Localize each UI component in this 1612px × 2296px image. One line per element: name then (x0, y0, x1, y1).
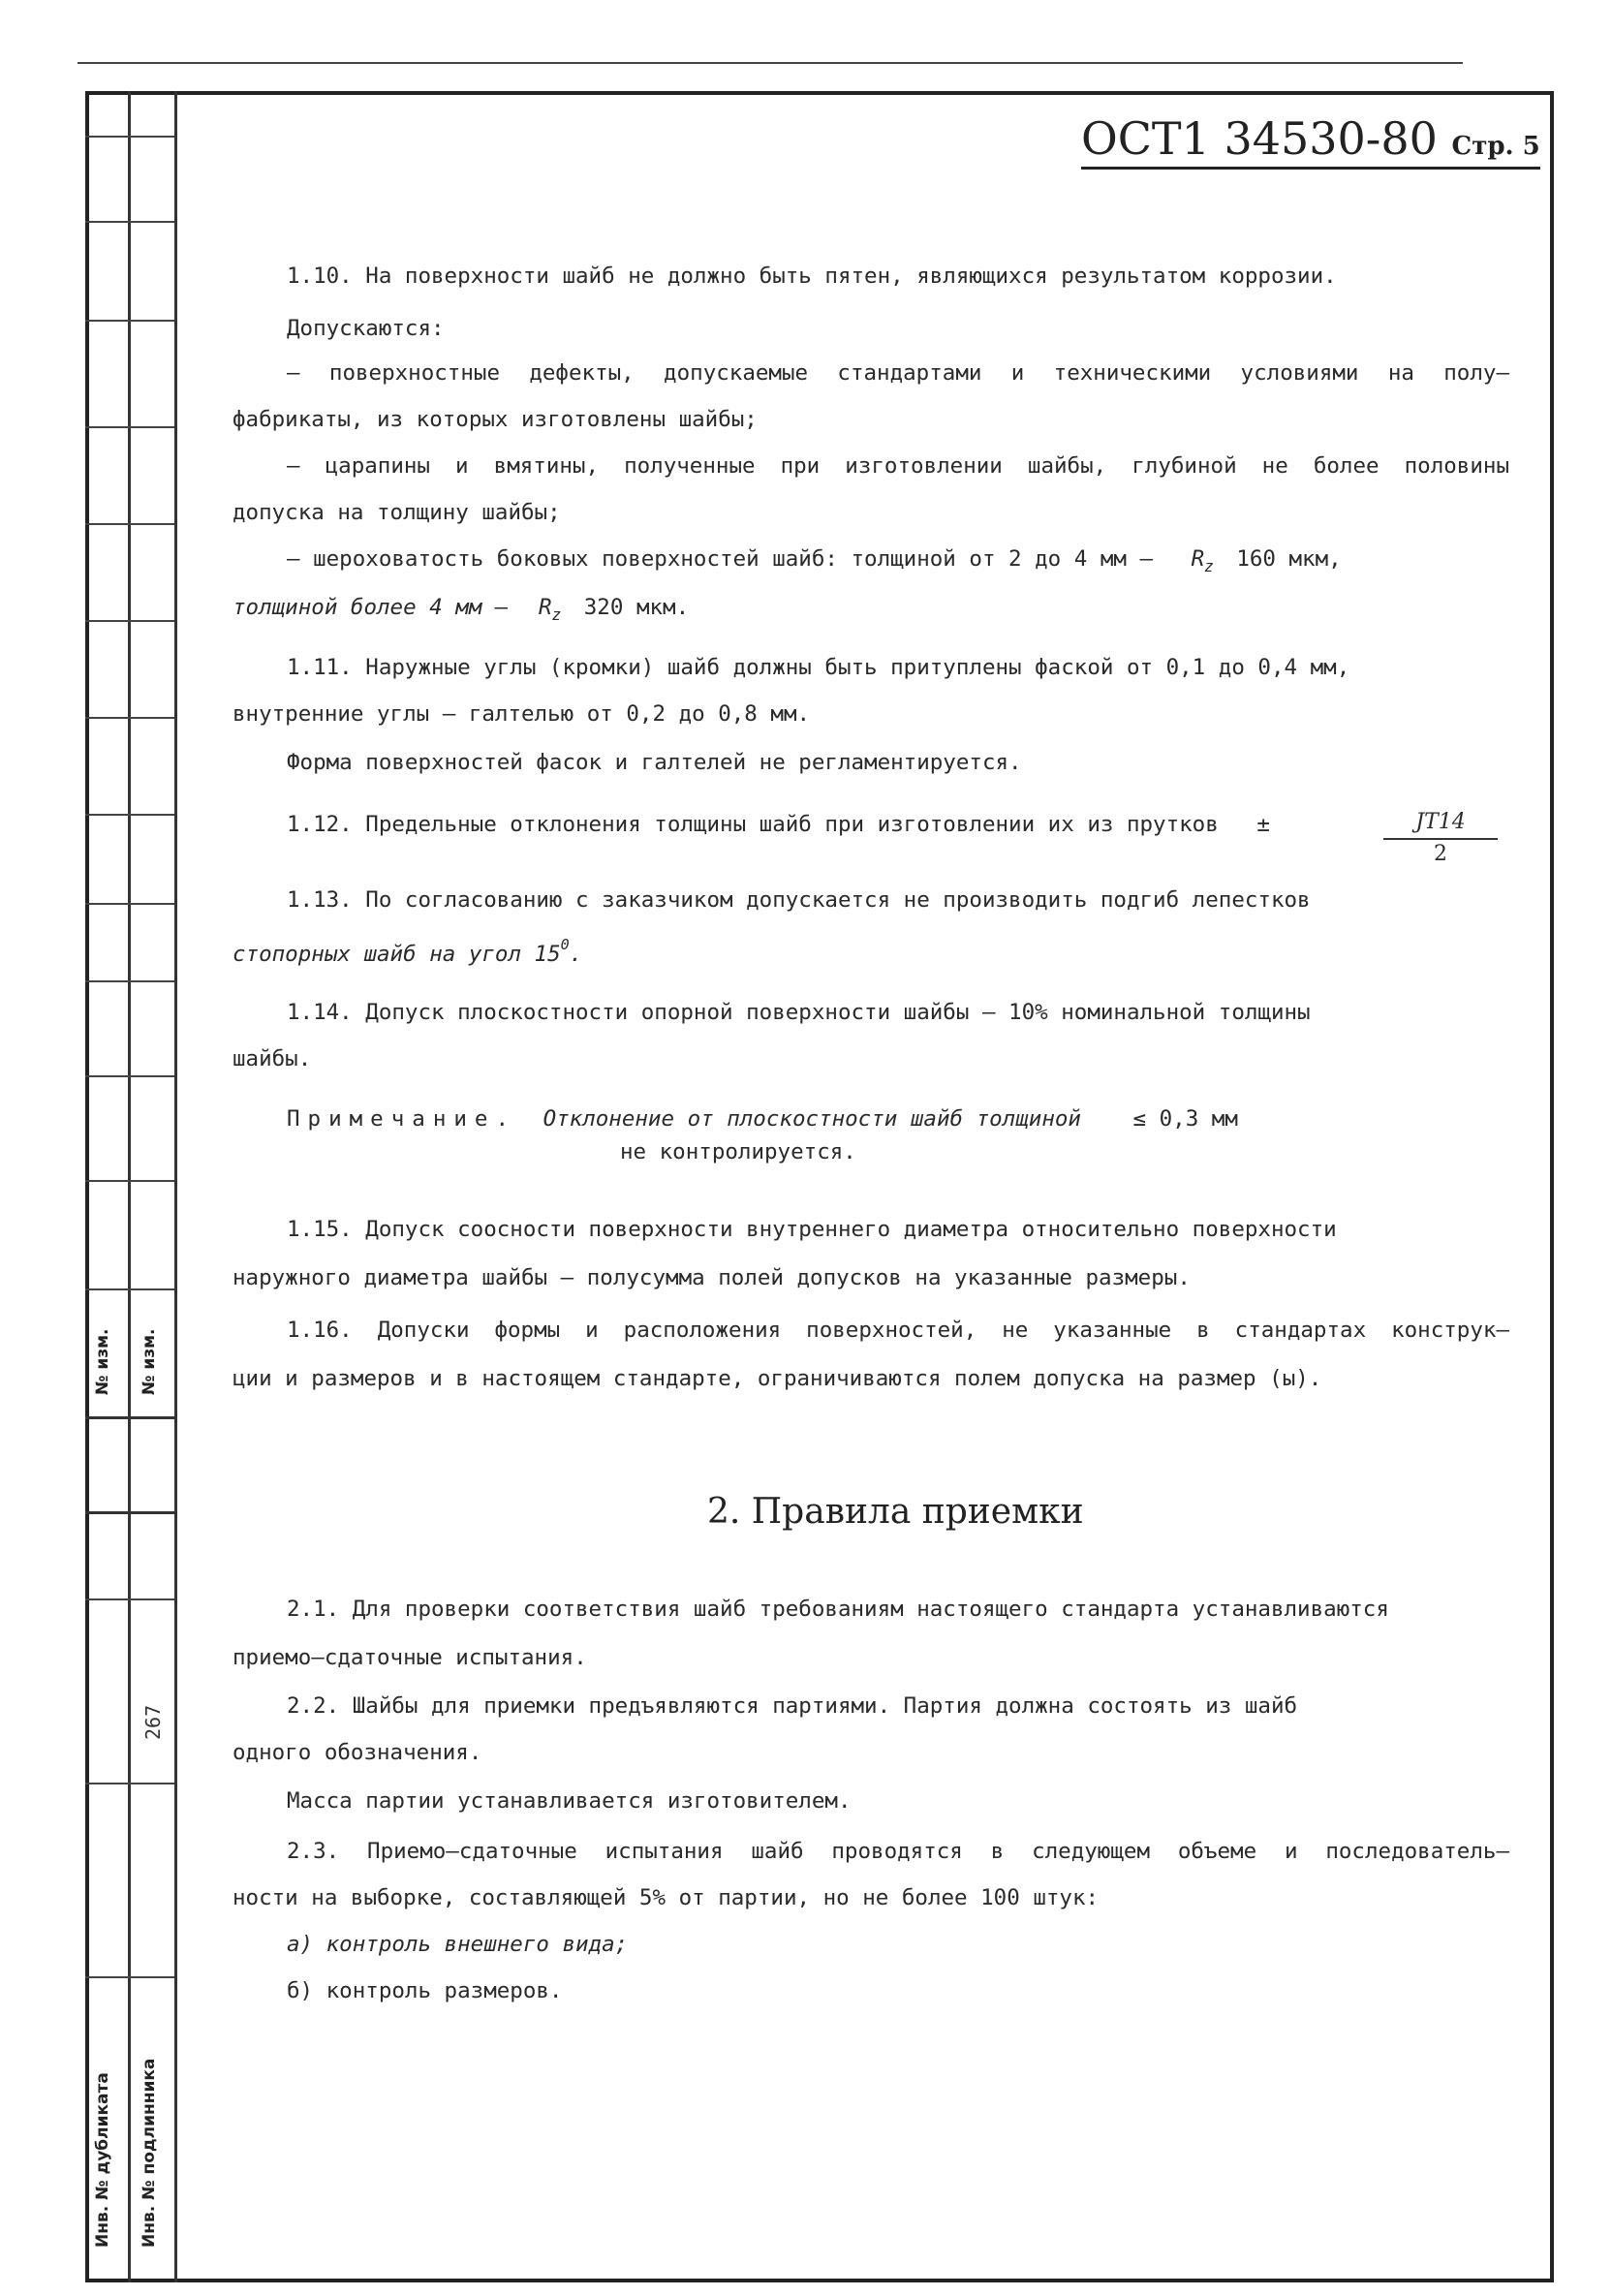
stamp-divider (85, 1783, 174, 1784)
page-number: Стр. 5 (1451, 132, 1540, 161)
stamp-label-izm-2: № изм. (140, 1328, 159, 1395)
stamp-divider (85, 320, 174, 322)
rz-letter-2: R (539, 595, 552, 620)
stamp-label-podlinnik: Инв. № подлинника (140, 2058, 159, 2248)
rz-subscript: z (1204, 557, 1214, 575)
text-line: одного обозначения. (232, 1740, 482, 1765)
stamp-divider (85, 1180, 174, 1182)
list-item: а) контроль внешнего вида; (287, 1932, 629, 1957)
angle-text: стопорных шайб на угол 15 (232, 942, 561, 967)
period: . (569, 942, 583, 967)
stamp-divider (85, 136, 174, 138)
stamp-divider (85, 1976, 174, 1978)
text-line: Масса партии устанавливается изготовителем. (287, 1788, 852, 1814)
rz-subscript-2: z (551, 605, 562, 624)
text-line: внутренние углы – галтелью от 0,2 до 0,8 мм. (232, 701, 811, 727)
stamp-divider (85, 1511, 174, 1514)
roughness-line-2 (232, 595, 689, 624)
note-label: Примечание. (287, 1106, 517, 1132)
paragraph-1-12 (287, 812, 1270, 837)
roughness-value-2: 320 мкм. (583, 595, 690, 620)
stamp-divider (85, 1075, 174, 1077)
roughness-text: – шероховатость боковых поверхностей шайб: толщиной от 2 до 4 мм – (287, 546, 1154, 572)
paragraph-2-3: 2.3. Приемо–сдаточные испытания шайб проводятся в следующем объеме и последователь– (287, 1839, 1509, 1864)
stamp-divider (85, 221, 174, 223)
rz-letter: R (1191, 546, 1205, 572)
section-2-title: 2. Правила приемки (707, 1492, 1084, 1532)
tolerance-text: 1.12. Предельные отклонения толщины шайб при изготовлении их из прутков (287, 812, 1219, 837)
paragraph-1-15: 1.15. Допуск соосности поверхности внутреннего диаметра относительно поверхности (287, 1217, 1337, 1242)
paragraph-1-10: 1.10. На поверхности шайб не должно быть пятен, являющихся результатом коррозии. (287, 264, 1337, 289)
fraction-denominator: 2 (1434, 842, 1447, 866)
text-line: допуска на толщину шайбы; (232, 500, 561, 525)
degree-mark: 0 (560, 936, 570, 953)
stamp-divider (85, 903, 174, 905)
stamp-divider (85, 523, 174, 525)
text-line: наружного диаметра шайбы – полусумма полей допусков на указанные размеры. (232, 1265, 1191, 1290)
stamp-label-dublikat: Инв. № дубликата (93, 2072, 112, 2248)
paragraph-1-14: 1.14. Допуск плоскостности опорной поверхности шайбы – 10% номинальной толщины (287, 1000, 1311, 1025)
text-line (232, 936, 582, 967)
tolerance-fraction (1383, 810, 1498, 866)
rz-symbol (1191, 546, 1214, 575)
rz-symbol-2 (539, 595, 562, 624)
document-code (1081, 112, 1540, 170)
stamp-divider (85, 426, 174, 428)
stamp-divider (85, 620, 174, 622)
text-line: – поверхностные дефекты, допускаемые стандартами и техническими условиями на полу– (287, 360, 1509, 386)
stamp-divider (85, 980, 174, 982)
stamp-divider (85, 1416, 174, 1419)
stamp-divider (85, 717, 174, 719)
stamp-label-izm-1: № изм. (93, 1328, 112, 1395)
list-item: б) контроль размеров. (287, 1978, 563, 2003)
paragraph-2-1: 2.1. Для проверки соответствия шайб требованиям настоящего стандарта устанавливаются (287, 1597, 1389, 1622)
text-line: ности на выборке, составляющей 5% от партии, но не более 100 штук: (232, 1885, 1100, 1910)
text-line: фабрикаты, из которых изготовлены шайбы; (232, 407, 758, 432)
text-line: – царапины и вмятины, полученные при изготовлении шайбы, глубиной не более половины (287, 453, 1509, 479)
text-line: ции и размеров и в настоящем стандарте, ограничиваются полем допуска на размер (ы). (232, 1366, 1322, 1391)
top-rule (78, 62, 1463, 64)
roughness-value: 160 мкм, (1236, 546, 1342, 572)
fraction-numerator: JT14 (1383, 810, 1498, 840)
note-line (287, 1106, 1238, 1132)
roughness-line (287, 546, 1342, 575)
paragraph-2-2: 2.2. Шайбы для приемки предъявляются партиями. Партия должна состоять из шайб (287, 1693, 1298, 1719)
standard-number: ОСТ1 34530-80 (1081, 112, 1438, 165)
paragraph-1-13: 1.13. По согласованию с заказчиком допускается не производить подгиб лепестков (287, 887, 1311, 913)
side-stamp-column-2 (174, 91, 177, 2282)
text-line: шайбы. (232, 1046, 312, 1071)
note-line-2: не контролируется. (620, 1139, 856, 1164)
roughness-text-2: толщиной более 4 мм – (232, 595, 509, 620)
stamp-divider (85, 1288, 174, 1290)
stamp-divider (85, 1598, 174, 1600)
paragraph-1-11: 1.11. Наружные углы (кромки) шайб должны быть притуплены фаской от 0,1 до 0,4 мм, (287, 655, 1350, 680)
paragraph-1-16: 1.16. Допуски формы и расположения поверхностей, не указанные в стандартах конструк– (287, 1318, 1509, 1343)
note-text: Отклонение от плоскостности шайб толщиной (542, 1106, 1081, 1132)
stamp-divider (85, 814, 174, 816)
text-line: Форма поверхностей фасок и галтелей не регламентируется. (287, 750, 1022, 775)
side-stamp-column-1 (128, 91, 131, 2282)
plus-minus-sign: ± (1256, 812, 1270, 837)
text-line: Допускаются: (287, 316, 445, 341)
stamp-number: 267 (141, 1704, 165, 1740)
note-value: ≤ 0,3 мм (1132, 1106, 1238, 1132)
text-line: приемо–сдаточные испытания. (232, 1645, 587, 1670)
